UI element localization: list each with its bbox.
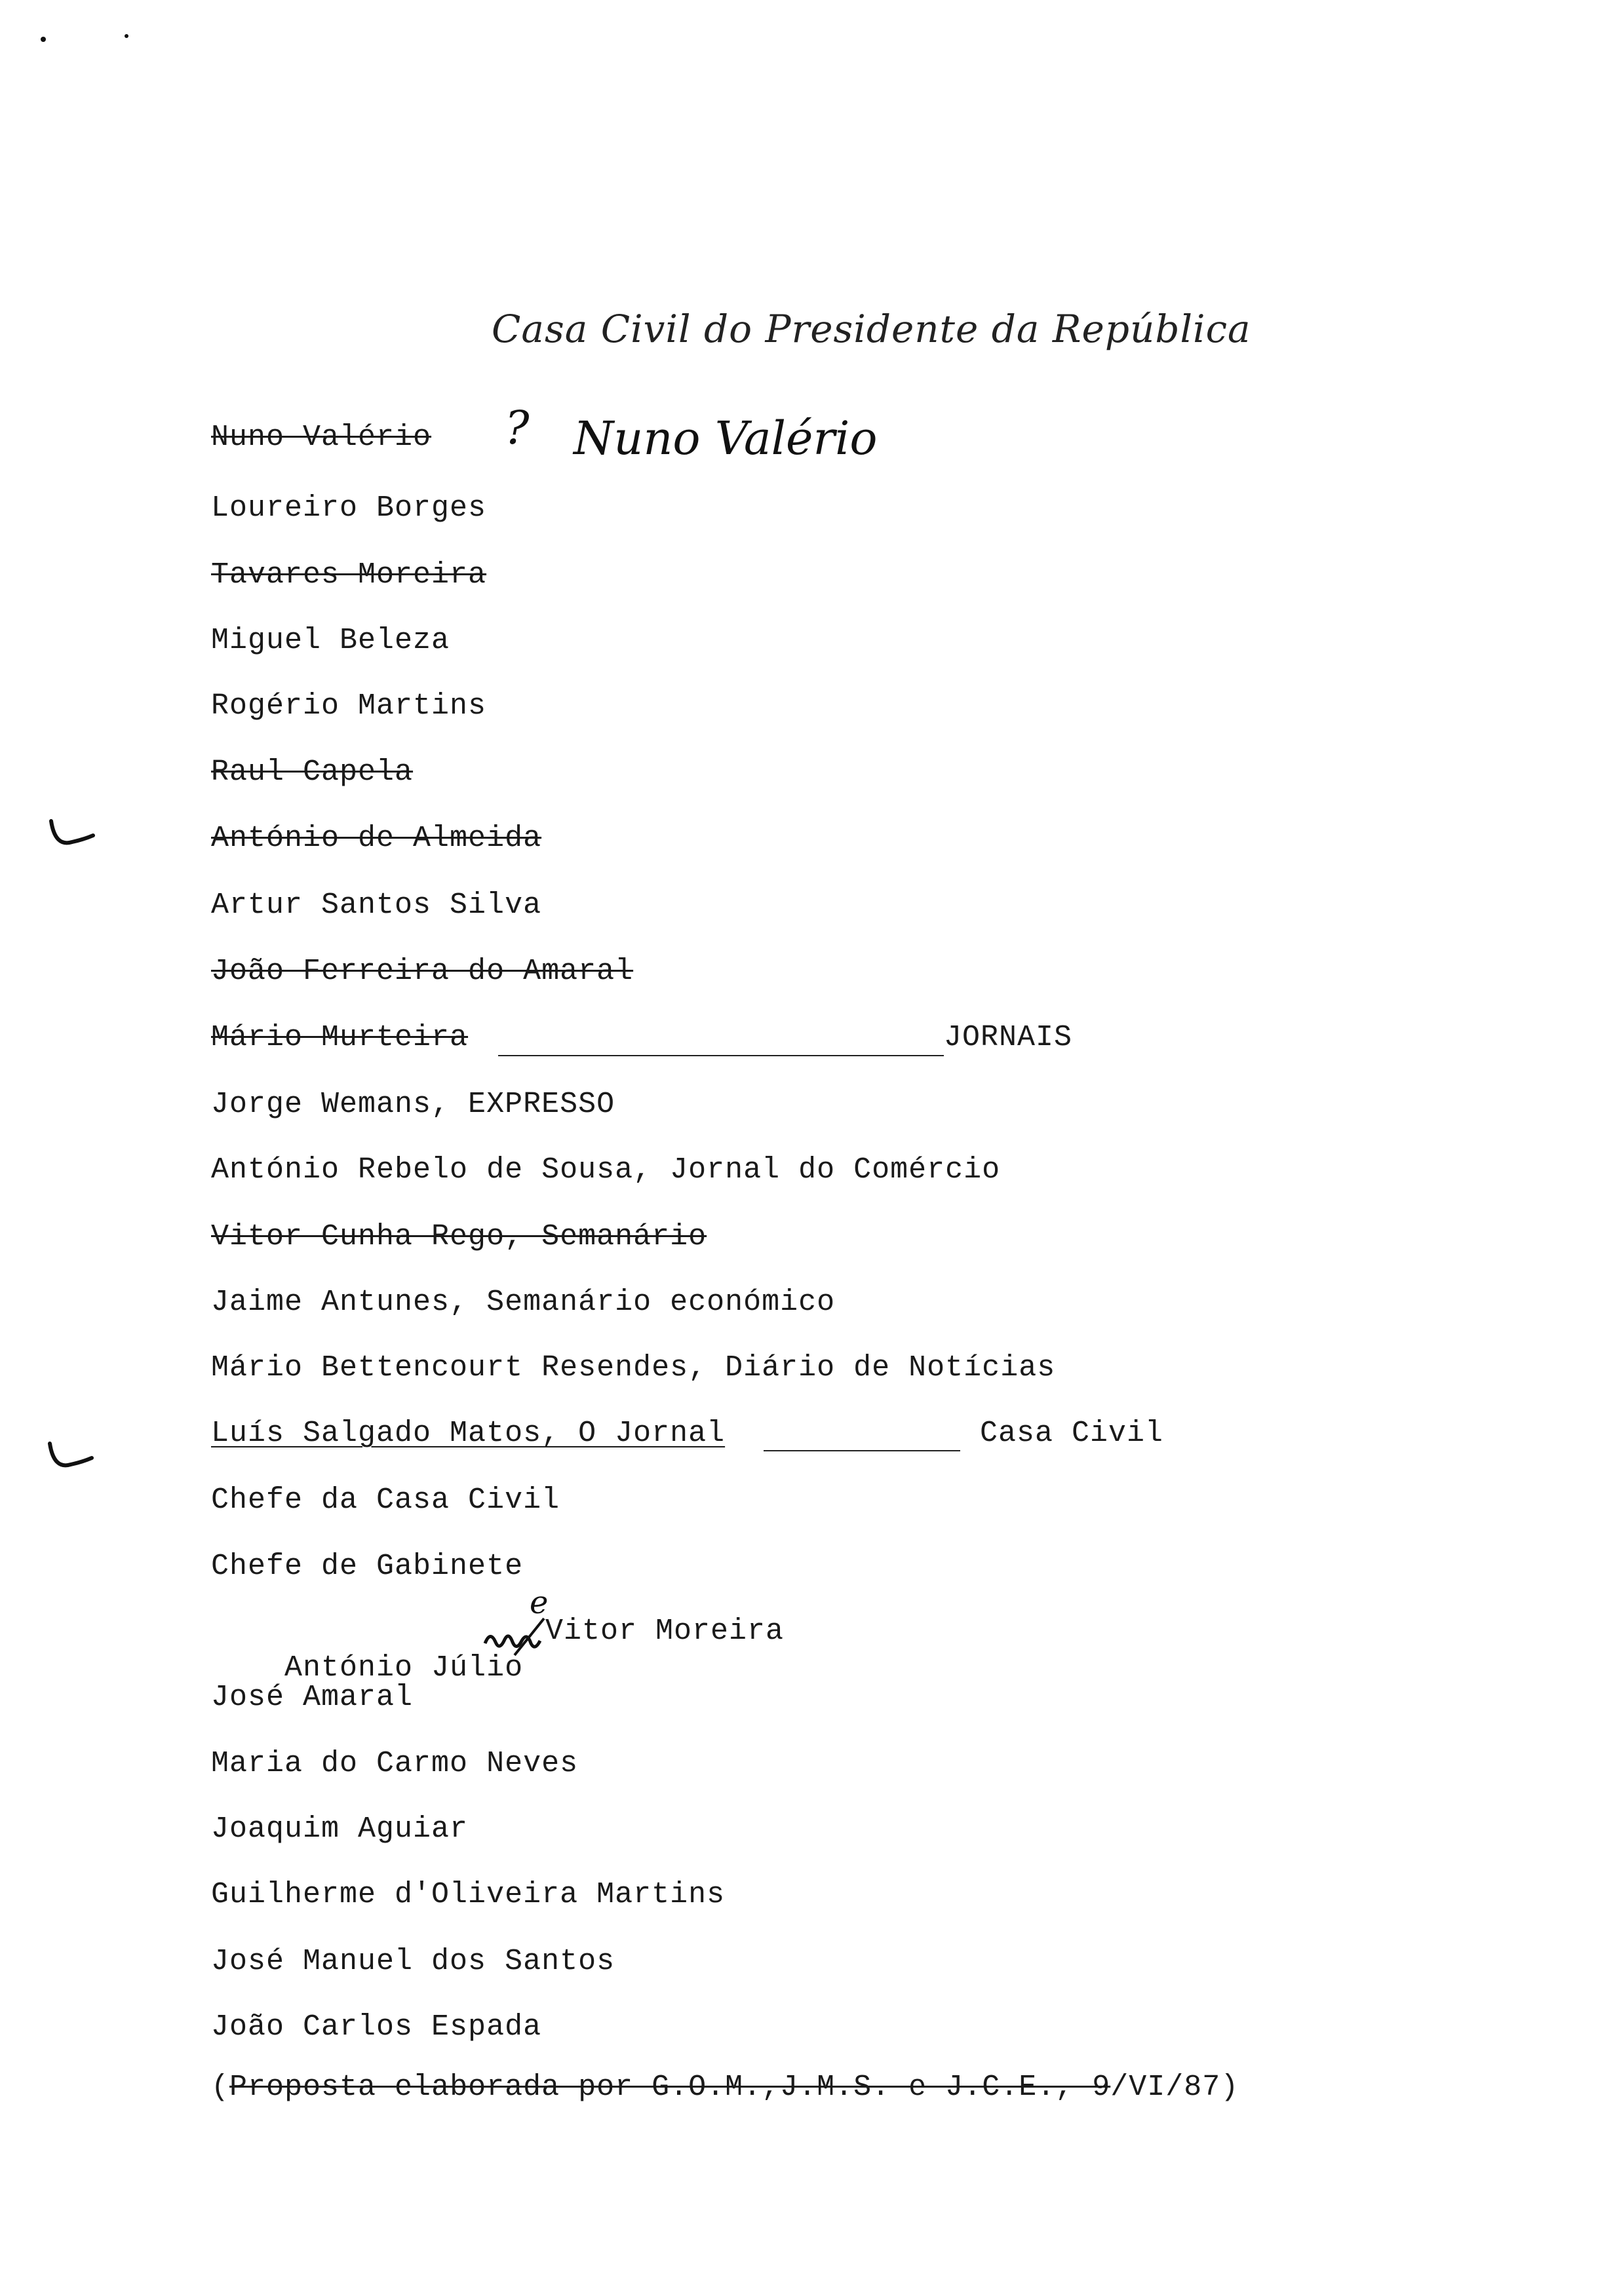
name-line: João Carlos Espada [211, 2010, 542, 2044]
handwritten-question-mark: ? [505, 401, 530, 455]
handwritten-correction: e [530, 1584, 549, 1621]
handwritten-name-note: Nuno Valério [574, 411, 878, 465]
name-line-part: Vitor Moreira [545, 1615, 785, 1648]
name-line-struck: João Ferreira do Amaral [211, 955, 634, 988]
section-rule [764, 1450, 960, 1451]
name-line-struck: Tavares Moreira [211, 558, 487, 592]
name-line: Loureiro Borges [211, 491, 487, 525]
section-label-jornais: JORNAIS [944, 1021, 1073, 1054]
name-line: Maria do Carmo Neves [211, 1747, 579, 1780]
name-line-struck: Vitor Cunha Rego, Semanário [211, 1220, 707, 1253]
name-line-struck: Raul Capela [211, 756, 414, 789]
name-line: Joaquim Aguiar [211, 1812, 469, 1846]
name-line: Rogério Martins [211, 689, 487, 723]
footer-open: ( [211, 2071, 230, 2104]
name-line-struck: António de Almeida [211, 822, 542, 855]
letterhead: Casa Civil do Presidente da República [492, 307, 1251, 351]
section-label-casa-civil: Casa Civil [980, 1417, 1164, 1450]
name-line: José Manuel dos Santos [211, 1945, 615, 1978]
margin-tick-mark [45, 1438, 97, 1478]
name-line-part: António Júlio [284, 1651, 524, 1685]
footer-note [211, 2069, 1239, 2106]
name-line: José Amaral [211, 1681, 414, 1714]
name-line-struck: Mário Murteira [211, 1021, 469, 1054]
margin-speck [41, 37, 46, 42]
footer-tail: /VI/87) [1110, 2071, 1239, 2104]
name-line: Guilherme d'Oliveira Martins [211, 1878, 726, 1911]
name-line: Artur Santos Silva [211, 889, 542, 922]
scribbled-word [482, 1617, 554, 1656]
name-line: Miguel Beleza [211, 624, 450, 657]
name-line: Mário Bettencourt Resendes, Diário de Notícias [211, 1351, 1056, 1385]
name-line: Chefe de Gabinete [211, 1550, 524, 1583]
margin-speck [125, 34, 128, 38]
name-line-struck: Nuno Valério [211, 421, 432, 454]
name-line: Luís Salgado Matos, O Jornal [211, 1417, 726, 1450]
name-line: Jorge Wemans, EXPRESSO [211, 1088, 615, 1121]
name-line: Jaime Antunes, Semanário económico [211, 1286, 836, 1319]
section-rule [498, 1055, 944, 1056]
margin-tick-mark [46, 816, 98, 855]
footer-struck-text: Proposta elaborada por G.O.M.,J.M.S. e J.C.E., 9 [229, 2071, 1111, 2104]
name-line: António Rebelo de Sousa, Jornal do Comércio [211, 1153, 1001, 1187]
name-line: Chefe da Casa Civil [211, 1483, 560, 1517]
